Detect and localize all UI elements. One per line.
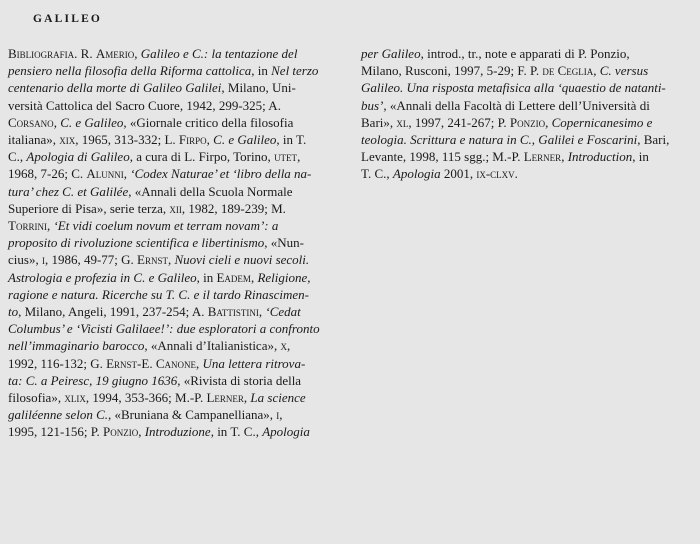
text-run: cius», [8,252,42,268]
text-line [8,234,334,251]
text-run: Milano, Rusconi, 1997, 5-29; F. P. [361,63,543,79]
text-run: teologia. Scrittura e natura in C., Galilei e Foscarini [361,132,638,148]
text-run: , [206,132,214,148]
text-run: , 1994, 353-366; M.-P. [85,390,207,406]
text-run: Astrologia e profezia in C. e Galileo [8,269,197,285]
text-run: proposito di rivoluzione scientifica e libertinismo [8,235,265,251]
text-run: Bibliografia. [8,46,81,61]
text-run: , [297,149,301,165]
text-line [8,165,334,182]
text-line [8,303,334,320]
text-line [361,45,691,62]
text-run: Galileo e C.: la tentazione del [140,46,298,61]
text-run: Apologia [392,166,441,182]
text-run: Nel terzo [271,63,319,79]
text-run: 2001, [440,166,477,182]
text-run: bus’ [361,97,384,113]
text-run: 1992, 116-132; G. [8,355,107,371]
text-run: Columbus’ e ‘Vicisti Galilaee!’: due esploratori a confronto [8,321,320,337]
text-run: xix [59,132,76,148]
text-line [8,183,334,200]
text-line [8,97,334,114]
text-line [8,406,334,423]
text-run: , a cura di L. Firpo, Torino, [129,149,275,165]
text-run: , Milano, Angeli, 1991, 237-254; A. [18,304,208,320]
text-run: , «Rivista di storia della [177,372,302,388]
text-run: Copernicanesimo e [551,114,653,130]
text-run: , introd., tr., note e apparati di P. Ponzio, [420,46,630,61]
running-head: GALILEO [33,13,103,25]
text-run: , [545,114,552,130]
text-run: , in [251,63,272,79]
text-line [8,251,334,268]
text-line [8,45,334,62]
text-run: , [168,252,175,268]
bibliography-left-column [8,45,334,441]
text-run: galiléenne selon C. [8,407,109,423]
text-line [8,372,334,389]
text-run: , 1986, 49-77; G. [44,252,138,268]
text-line [361,165,691,182]
text-run: Battistini [207,304,259,320]
text-run: Corsano [8,114,54,130]
text-line [361,79,691,96]
text-run: Bari», [361,114,397,130]
text-run: , [258,304,266,320]
text-line [8,320,334,337]
text-run: , 1982, 189-239; M. [181,200,286,216]
text-run: i [41,252,45,268]
text-run: , in T. [276,132,307,148]
text-run: xlix [64,390,86,406]
text-run: Eadem [216,269,251,285]
text-run: , in T. C., [210,424,263,440]
text-run: C. e Galileo [60,114,124,130]
text-run: utet [274,149,298,165]
text-run: ‘Cedat [265,304,301,320]
text-run: xl [396,114,409,130]
text-run: per Galileo [361,46,421,61]
text-line [8,200,334,217]
text-run: , [53,114,61,130]
text-run: , Milano, Uni- [221,80,296,96]
text-run: C., [8,149,27,165]
text-run: 1995, 121-156; P. [8,424,103,440]
text-run: nell’immaginario barocco [8,338,145,354]
text-line [8,423,334,440]
text-run: Nuovi cieli e nuovi secoli. [174,252,310,268]
text-run: Firpo [178,132,207,148]
text-line [8,148,334,165]
text-run: , [279,407,283,423]
text-run: , «Giornale critico della filosofia [123,114,294,130]
text-run: , [123,166,131,182]
text-run: , [250,269,258,285]
text-run: La science [250,390,306,406]
text-line [8,79,334,96]
text-run: italiana», [8,132,60,148]
text-run: Lerner [206,390,244,406]
text-run: Una lettera ritrova- [202,355,306,371]
text-run: x [280,338,287,354]
text-run: Torrini [8,218,47,234]
text-run: 1968, 7-26; C. [8,166,87,182]
text-run: Introduction [567,149,633,165]
text-line [361,114,691,131]
text-run: Apologia di Galileo [26,149,130,165]
text-run: R. [80,46,96,61]
text-run: , «Annali della Scuola Normale [128,183,293,199]
text-line [361,62,691,79]
text-run: Ernst-E. Canone [106,355,196,371]
text-run: , [561,149,568,165]
text-line [8,286,334,303]
text-run: , «Annali d’Italianistica», [144,338,281,354]
text-run: Galileo. Una risposta metafisica alla ‘quaestio de natanti- [361,80,666,96]
text-run: Ponzio [509,114,546,130]
text-line [361,97,691,114]
text-run: Levante, 1998, 115 sgg.; M.-P. [361,149,524,165]
text-run: ta: C. a Peiresc, 19 giugno 1636 [8,372,178,388]
text-line [8,355,334,372]
text-run: tura’ chez C. et Galilée [8,183,129,199]
text-run: Introduzione [144,424,211,440]
text-line [8,337,334,354]
text-run: ragione e natura. Ricerche su T. C. e il tardo Rinascimen- [8,286,309,302]
text-run: , «Nun- [264,235,304,251]
text-run: centenario della morte di Galileo Galilei [8,80,222,96]
text-run: C. versus [599,63,649,79]
text-run: , 1965, 313-332; L. [75,132,179,148]
text-line [361,131,691,148]
text-run: versità Cattolica del Sacro Cuore, 1942, 299-325; A. [8,97,281,113]
text-run: , [286,338,291,354]
text-run: , [46,218,54,234]
text-run: xii [169,200,182,216]
text-run: Alunni [86,166,124,182]
text-run: , [243,390,251,406]
text-run: ix-clxv [476,166,515,182]
text-run: , in [632,149,649,165]
text-run: , 1997, 241-267; P. [408,114,510,130]
text-run: , [196,355,203,371]
text-run: T. C., [361,166,393,182]
text-run: , «Bruniana & Campanelliana», [108,407,277,423]
bibliography-right-column [361,45,691,183]
text-run: , «Annali della Facoltà di Lettere dell’Università di [383,97,650,113]
text-run: Ponzio [102,424,139,440]
text-run: Ernst [137,252,168,268]
text-run: pensiero nella filosofia della Riforma cattolica [8,63,252,79]
text-line [361,148,691,165]
text-line [8,217,334,234]
text-run: i [276,407,280,423]
text-run: ‘Et vidi coelum novum et terram novam’: a [53,218,279,234]
text-run: , [134,46,141,61]
text-run: , [593,63,600,79]
text-run: Lerner [523,149,562,165]
text-run: ‘Codex Naturae’ et ‘libro della na- [130,166,312,182]
text-line [8,389,334,406]
text-run: , [138,424,145,440]
text-run: de Ceglia [542,63,594,79]
text-line [8,131,334,148]
text-run: C. e Galileo [213,132,277,148]
text-line [8,62,334,79]
text-run: , in [196,269,217,285]
text-run: , Bari, [637,132,670,148]
text-run: . [514,166,518,182]
text-run: Amerio [95,46,135,61]
text-run: to [8,304,19,320]
text-run: Superiore di Pisa», serie terza, [8,200,170,216]
text-line [8,269,334,286]
text-run: Religione, [257,269,311,285]
text-run: filosofia», [8,390,65,406]
text-run: Apologia [262,424,310,440]
text-line [8,114,334,131]
